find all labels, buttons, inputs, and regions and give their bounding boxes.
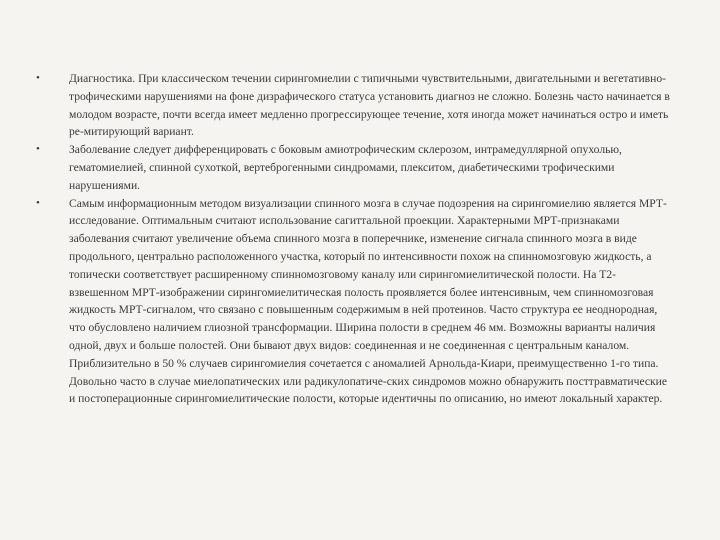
bullet-item-differential: [36, 141, 670, 194]
bullet-icon: •: [36, 72, 40, 84]
bullet-item-mri: [36, 195, 670, 409]
bullet-icon: •: [36, 143, 40, 156]
bullet-icon: •: [36, 196, 40, 209]
bullet-list: [36, 70, 670, 408]
bullet-item-diagnostics: [36, 70, 670, 141]
bullet-text: Диагностика. При классическом течении сирингомиелии с типичными чувствительными, двигательными и вегетативно-трофическими нарушениями на фоне дизрафического статуса установить диагноз не сложно. Болезнь часто начинается в молодом возрасте, почти всегда имеет медленно прогрессирующее течение, хотя иногда может начинаться остро и иметь ре-митирующий вариант.: [69, 72, 670, 139]
bullet-text: Самым информационным методом визуализации спинного мозга в случае подозрения на сирингомиелию является МРТ-исследование. Оптимальным считают использование сагиттальной проекции. Характерными МРТ-признаками заболевания считают увеличение объема спинного мозга в поперечнике, изменение сигнала спинного мозга в виде продольного, центрально расположенного участка, который по интенсивности похож на спинномозговую жидкость, а топически соответствует расширенному спинномозговому каналу или сирингомиелитической полости. На Т2-взвешенном МРТ-изображении сирингомиелитическая полость проявляется более интенсивным, чем спинномозговая жидкость МРТ-сигналом, что связано с повышенным содержимым в ней протеинов. Часто структура ее неоднородная, что обусловлено наличием глиозной трансформации. Ширина полости в среднем 46 мм. Возможны варианты наличия одной, двух и больше полостей. Они бывают двух видов: соединенная и не соединенная с центральным каналом. Приблизительно в 50 % случаев сирингомиелия сочетается с аномалией Арнольда-Киари, преимущественно 1-го типа. Довольно часто в случае миелопатических или радикулопатиче-ских синдромов можно обнаружить посттравматические и постоперационные сирингомиелитические полости, которые идентичны по описанию, но имеют локальный характер.: [69, 196, 668, 406]
bullet-text: Заболевание следует дифференцировать с боковым амиотрофическим склерозом, интрамедуллярной опухолью, гематомиелией, спинной сухоткой, вертеброгенными синдромами, плекситом, диабетическими трофическими нарушениями.: [69, 143, 622, 192]
